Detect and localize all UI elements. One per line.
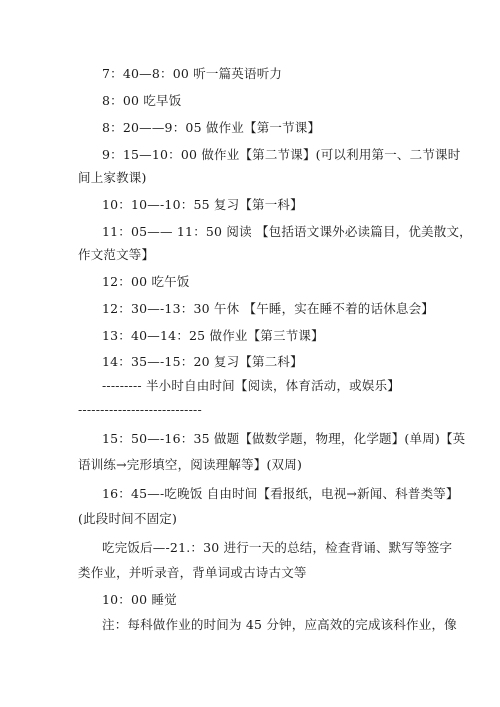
schedule-line-0820: 8：20——9：05 做作业【第一节课】	[102, 120, 321, 135]
schedule-line-0915: 9：15—10：00 做作业【第二节课】(可以利用第一、二节课时	[102, 147, 461, 162]
note-line: 注：每科做作业的时间为 45 分钟，应高效的完成该科作业，像	[102, 617, 457, 632]
schedule-line-1010: 10：10—-10：55 复习【第一科】	[102, 197, 303, 212]
schedule-line-1435: 14：35—-15：20 复习【第二科】	[102, 354, 303, 369]
schedule-line-1200: 12：00 吃午饭	[102, 274, 190, 289]
schedule-line-1230: 12：30—-13：30 午休 【午睡，实在睡不着的话休息会】	[102, 301, 434, 316]
schedule-line-1105-cont: 作文范文等】	[78, 247, 155, 262]
schedule-line-0740: 7：40—8：00 听一篇英语听力	[102, 66, 283, 81]
schedule-line-after-dinner-cont: 类作业，并听录音，背单词或古诗古文等	[78, 565, 307, 580]
schedule-line-1645-cont: (此段时间不固定)	[78, 511, 178, 526]
schedule-line-0800: 8：00 吃早饭	[102, 93, 182, 108]
schedule-line-1550-cont: 语训练→完形填空，阅读理解等】(双周)	[78, 457, 303, 472]
schedule-line-0915-cont: 间上家教课)	[78, 170, 147, 185]
schedule-line-1645: 16：45—-吃晚饭 自由时间【看报纸，电视→新闻、科普类等】	[102, 486, 459, 501]
schedule-line-1105: 11：05—— 11：50 阅读 【包括语文课外必读篇目，优美散文，	[102, 224, 472, 239]
schedule-line-sleep: 10：00 睡觉	[102, 592, 177, 607]
schedule-line-after-dinner: 吃完饭后—-21.：30 进行一天的总结，检查背诵、默写等签字	[102, 540, 453, 555]
schedule-line-1550: 15：50—-16：35 做题【做数学题，物理，化学题】(单周)【英	[102, 431, 466, 446]
dash-separator: ----------------------------	[78, 402, 202, 417]
free-time-line: --------- 半小时自由时间【阅读，体育活动，或娱乐】	[102, 378, 400, 393]
schedule-line-1340: 13：40—14：25 做作业【第三节课】	[102, 328, 324, 343]
